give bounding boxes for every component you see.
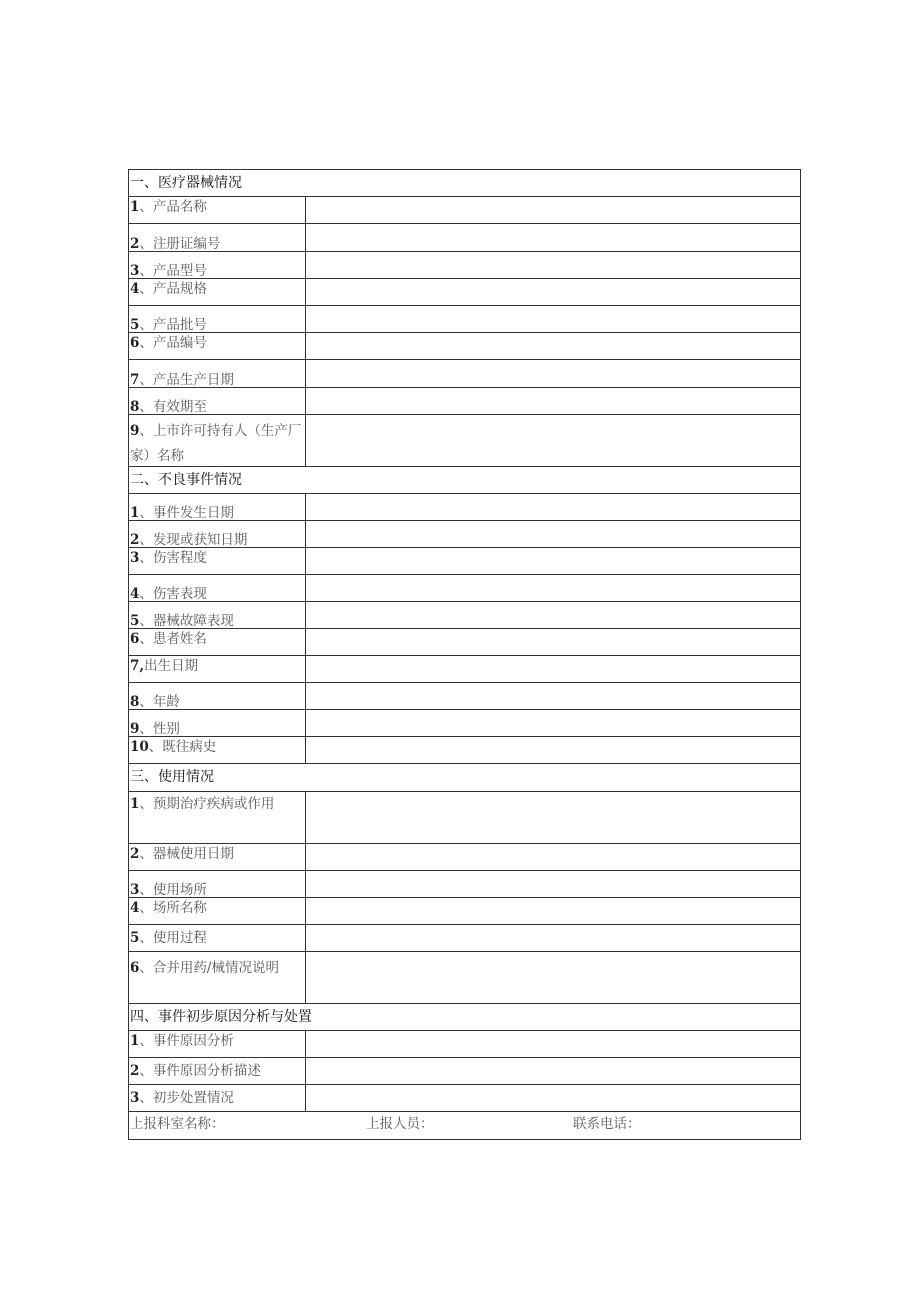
section-header-device <box>129 170 800 197</box>
field-label: 1、事件发生日期 <box>129 494 306 520</box>
manufacturer-name-field[interactable] <box>306 415 800 466</box>
field-label: 4、伤害表现 <box>129 575 306 601</box>
form-row <box>129 224 800 252</box>
registration-number-field[interactable] <box>306 224 800 251</box>
cause-analysis-field[interactable] <box>306 1031 800 1057</box>
reporter-label: 上报人员： <box>366 1116 434 1132</box>
field-label: 9、上市许可持有人（生产厂家）名称 <box>129 415 306 466</box>
section-header-analysis <box>129 1004 800 1031</box>
discovery-date-field[interactable] <box>306 521 800 547</box>
form-row <box>129 898 800 925</box>
field-label: 7,出生日期 <box>129 656 306 682</box>
form-row <box>129 656 800 683</box>
product-model-field[interactable] <box>306 252 800 278</box>
form-row <box>129 279 800 306</box>
initial-handling-field[interactable] <box>306 1085 800 1111</box>
field-label: 3、初步处置情况 <box>129 1085 306 1111</box>
form-row <box>129 602 800 629</box>
dept-label: 上报科室名称： <box>130 1116 225 1132</box>
section-title: 三、使用情况 <box>130 769 214 785</box>
field-label: 6、合并用药/械情况说明 <box>129 952 306 1003</box>
form-row <box>129 333 800 360</box>
product-name-field[interactable] <box>306 197 800 223</box>
cause-description-field[interactable] <box>306 1058 800 1084</box>
gender-field[interactable] <box>306 710 800 736</box>
field-label: 7、产品生产日期 <box>129 360 306 387</box>
field-label: 1、事件原因分析 <box>129 1031 306 1057</box>
section-title: 一、医疗器械情况 <box>130 175 242 191</box>
field-label: 2、事件原因分析描述 <box>129 1058 306 1084</box>
form-row <box>129 1058 800 1085</box>
age-field[interactable] <box>306 683 800 709</box>
form-row <box>129 252 800 279</box>
field-label: 2、注册证编号 <box>129 224 306 251</box>
field-label: 4、场所名称 <box>129 898 306 924</box>
adverse-event-report-form <box>128 169 801 1140</box>
expiry-date-field[interactable] <box>306 388 800 414</box>
intended-use-field[interactable] <box>306 792 800 843</box>
patient-name-field[interactable] <box>306 629 800 655</box>
usage-date-field[interactable] <box>306 844 800 870</box>
phone-label: 联系电话： <box>573 1116 641 1132</box>
harm-level-field[interactable] <box>306 548 800 574</box>
field-label: 3、使用场所 <box>129 871 306 897</box>
form-row <box>129 548 800 575</box>
section-title: 二、不良事件情况 <box>130 472 242 488</box>
field-label: 5、使用过程 <box>129 925 306 951</box>
field-label: 5、产品批号 <box>129 306 306 332</box>
field-label: 9、性别 <box>129 710 306 736</box>
form-row <box>129 1085 800 1112</box>
product-spec-field[interactable] <box>306 279 800 305</box>
form-row <box>129 737 800 764</box>
form-row <box>129 629 800 656</box>
form-row <box>129 844 800 871</box>
form-row <box>129 710 800 737</box>
field-label: 10、既往病史 <box>129 737 306 763</box>
form-row <box>129 415 800 467</box>
form-row <box>129 388 800 415</box>
field-label: 2、器械使用日期 <box>129 844 306 870</box>
form-row <box>129 952 800 1004</box>
form-row <box>129 494 800 521</box>
medical-history-field[interactable] <box>306 737 800 763</box>
field-label: 8、年龄 <box>129 683 306 709</box>
field-label: 6、患者姓名 <box>129 629 306 655</box>
field-label: 8、有效期至 <box>129 388 306 414</box>
field-label: 3、产品型号 <box>129 252 306 278</box>
field-label: 5、器械故障表现 <box>129 602 306 628</box>
form-row <box>129 306 800 333</box>
concomitant-drug-field[interactable] <box>306 952 800 1003</box>
production-date-field[interactable] <box>306 360 800 387</box>
location-name-field[interactable] <box>306 898 800 924</box>
form-row <box>129 1031 800 1058</box>
field-label: 3、伤害程度 <box>129 548 306 574</box>
field-label: 4、产品规格 <box>129 279 306 305</box>
form-row <box>129 683 800 710</box>
field-label: 1、产品名称 <box>129 197 306 223</box>
field-label: 1、预期治疗疾病或作用 <box>129 792 306 843</box>
form-row <box>129 871 800 898</box>
usage-location-field[interactable] <box>306 871 800 897</box>
form-row <box>129 197 800 224</box>
product-number-field[interactable] <box>306 333 800 359</box>
form-row <box>129 925 800 952</box>
form-row <box>129 792 800 844</box>
report-footer <box>129 1112 800 1139</box>
birth-date-field[interactable] <box>306 656 800 682</box>
device-fault-field[interactable] <box>306 602 800 628</box>
harm-manifestation-field[interactable] <box>306 575 800 601</box>
event-date-field[interactable] <box>306 494 800 520</box>
section-header-usage <box>129 764 800 792</box>
field-label: 6、产品编号 <box>129 333 306 359</box>
section-title: 四、事件初步原因分析与处置 <box>130 1009 312 1025</box>
usage-process-field[interactable] <box>306 925 800 951</box>
form-row <box>129 521 800 548</box>
batch-number-field[interactable] <box>306 306 800 332</box>
field-label: 2、发现或获知日期 <box>129 521 306 547</box>
form-row <box>129 575 800 602</box>
section-header-event <box>129 467 800 494</box>
form-row <box>129 360 800 388</box>
